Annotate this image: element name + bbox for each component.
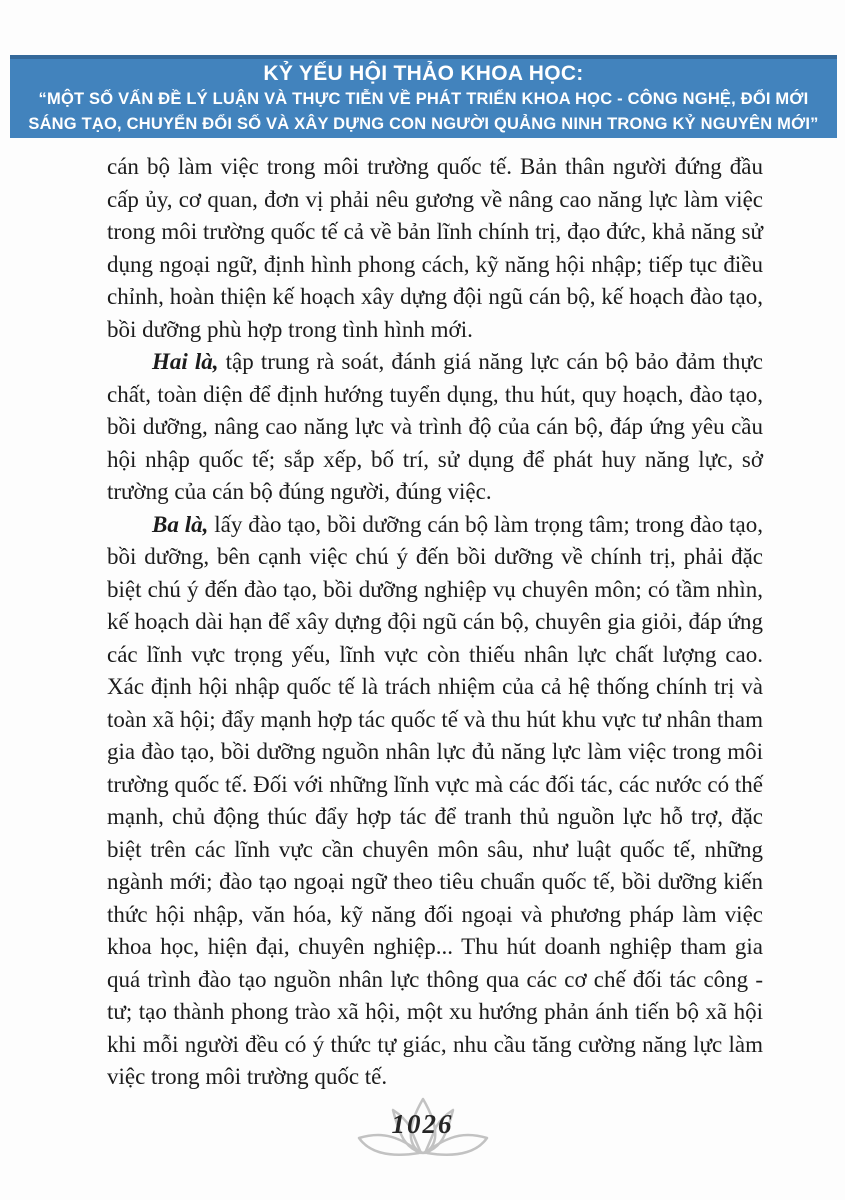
body-paragraph [107, 151, 763, 346]
paragraph-text: tập trung rà soát, đánh giá năng lực cán bộ bảo đảm thực chất, toàn diện để định hướng tuyển dụng, thu hút, quy hoạch, đào tạo, bồi dưỡng, nâng cao năng lực và trình độ của cán bộ, đáp ứng yêu cầu hội nhập quốc tế; sắp xếp, bố trí, sử dụng để phát huy năng lực, sở trường của cán bộ đúng người, đúng việc. [107, 349, 764, 504]
header-subtitle-line2: SÁNG TẠO, CHUYỂN ĐỔI SỐ VÀ XÂY DỰNG CON NGƯỜI QUẢNG NINH TRONG KỶ NGUYÊN MỚI” [28, 115, 819, 133]
page-footer [0, 1095, 845, 1165]
body-paragraph [107, 509, 763, 1094]
paragraph-lead: Hai là, [152, 349, 219, 374]
conference-header-banner [10, 55, 837, 138]
paragraph-text: cán bộ làm việc trong môi trường quốc tế. Bản thân người đứng đầu cấp ủy, cơ quan, đơn vị phải nêu gương về nâng cao năng lực làm việc trong môi trường quốc tế cả về bản lĩnh chính trị, đạo đức, khả năng sử dụng ngoại ngữ, định hình phong cách, kỹ năng hội nhập; tiếp tục điều chỉnh, hoàn thiện kế hoạch xây dựng đội ngũ cán bộ, kế hoạch đào tạo, bồi dưỡng phù hợp trong tình hình mới. [107, 154, 763, 342]
page-number-block [353, 1095, 493, 1163]
page-number: 1026 [391, 1109, 454, 1139]
body-text [107, 151, 763, 1094]
paragraph-lead: Ba là, [152, 511, 209, 537]
body-paragraph [107, 346, 763, 509]
paragraph-text: lấy đào tạo, bồi dưỡng cán bộ làm trọng tâm; trong đào tạo, bồi dưỡng, bên cạnh việc chú ý đến bồi dưỡng về chính trị, phải đặc biệt chú ý đến đào tạo, bồi dưỡng nghiệp vụ chuyên môn; có tầm nhìn, kế hoạch dài hạn để xây dựng đội ngũ cán bộ, chuyên gia giỏi, đáp ứng các lĩnh vực trọng yếu, lĩnh vực còn thiếu nhân lực chất lượng cao. Xác định hội nhập quốc tế là trách nhiệm của cả hệ thống chính trị và toàn xã hội; đẩy mạnh hợp tác quốc tế và thu hút khu vực tư nhân tham gia đào tạo, bồi dưỡng nguồn nhân lực đủ năng lực làm việc trong môi trường quốc tế. Đối với những lĩnh vực mà các đối tác, các nước có thế mạnh, chủ động thúc đẩy hợp tác để tranh thủ nguồn lực hỗ trợ, đặc biệt trên các lĩnh vực cần chuyên môn sâu, như luật quốc tế, những ngành mới; đào tạo ngoại ngữ theo tiêu chuẩn quốc tế, bồi dưỡng kiến thức hội nhập, văn hóa, kỹ năng đối ngoại và phương pháp làm việc khoa học, hiện đại, chuyên nghiệp... Thu hút doanh nghiệp tham gia quá trình đào tạo nguồn nhân lực thông qua các cơ chế đối tác công - tư; tạo thành phong trào xã hội, một xu hướng phản ánh tiến bộ xã hội khi mỗi người đều có ý thức tự giác, nhu cầu tăng cường năng lực làm việc trong môi trường quốc tế. [107, 511, 763, 1089]
header-subtitle-line1: “MỘT SỐ VẤN ĐỀ LÝ LUẬN VÀ THỰC TIỄN VỀ PHÁT TRIỂN KHOA HỌC - CÔNG NGHỆ, ĐỔI MỚI [38, 90, 809, 108]
header-title: KỶ YẾU HỘI THẢO KHOA HỌC: [263, 62, 584, 85]
